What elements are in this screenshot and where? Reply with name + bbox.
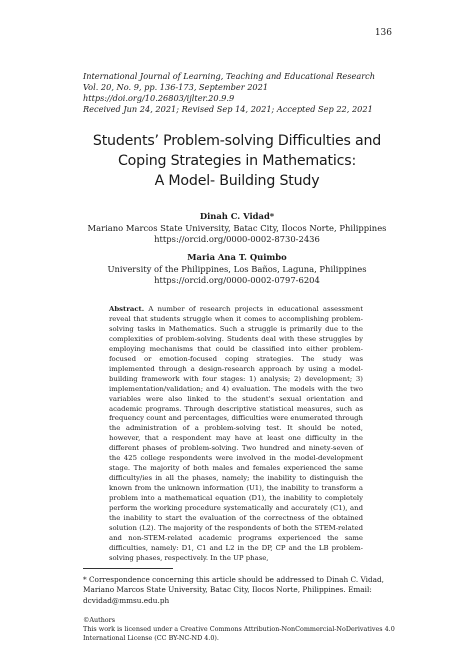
- abstract-text: A number of research projects in educational assessment reveal that students struggle when it comes to accomplishing problem-solving tasks in Mathematics. Such a struggle is primarily due to the complexities of problem-solving. Students deal with these struggles by employing mechanisms that could be classified into either problem-focused or emotion-focused coping strategies. The study was implemented through a design-research approach by using a model-building framework with four stages: 1) analysis; 2) development; 3) implementation/validation; and 4) evaluation. The models with the two variables were also linked to the student's sexual orientation and academic programs. Through descriptive statistical measures, such as frequency count and percentages, difficulties were enumerated through the administration of a problem-solving test. It should be noted, however, that a respondent may have at least one difficulty in the different phases of problem-solving. Two hundred and ninety-seven of the 425 college respondents were involved in the model-development stage. The majority of both males and females experienced the same difficulty/ies in all the phases, namely; the inability to distinguish the known from the unknown information (U1), the inability to transform a problem into a mathematical equation (D1), the inability to completely perform the working procedure systematically and accurately (C1), and the inability to start the evaluation of the correctness of the obtained solution (L2). The majority of the respondents of both the STEM-related and non-STEM-related academic programs experienced the same difficulties, namely: D1, C1 and L2 in the DP, CP and the LB problem-solving phases, respectively. In the UP phase,: [109, 305, 363, 562]
- paper-title: [60, 131, 414, 191]
- correspondence-footnote: * Correspondence concerning this article should be addressed to Dinah C. Vidad, Mariano Marcos State University, Batac City, Ilocos Norte, Philippines. Email: dcvidad@mmsu.edu.ph: [83, 575, 384, 605]
- author-name: Dinah C. Vidad*: [199, 211, 275, 221]
- author-block-2: [70, 252, 404, 287]
- journal-name: International Journal of Learning, Teaching and Educational Research: [83, 71, 375, 81]
- journal-doi-link[interactable]: https://doi.org/10.26803/ijlter.20.9.9: [83, 93, 235, 103]
- author-affiliation: Mariano Marcos State University, Batac City, Ilocos Norte, Philippines: [87, 222, 387, 233]
- abstract-label: Abstract.: [109, 305, 145, 313]
- author-affiliation: University of the Philippines, Los Baños, Laguna, Philippines: [107, 263, 367, 274]
- journal-header: [83, 71, 403, 115]
- title-line-1: Students’ Problem-solving Difficulties and: [92, 133, 382, 149]
- journal-dates: Received Jun 24, 2021; Revised Sep 14, 2021; Accepted Sep 22, 2021: [83, 104, 373, 114]
- author-block-1: [70, 211, 404, 246]
- license-notice: [83, 616, 413, 644]
- page-number: 136: [374, 28, 392, 38]
- author-orcid-link[interactable]: https://orcid.org/0000-0002-0797-6204: [154, 275, 320, 285]
- abstract: [109, 305, 363, 564]
- license-line: International License (CC BY-NC-ND 4.0).: [83, 634, 219, 643]
- footnote-divider: [83, 568, 173, 569]
- author-name: Maria Ana T. Quimbo: [187, 252, 287, 262]
- title-line-2: Coping Strategies in Mathematics:: [117, 153, 357, 169]
- author-orcid-link[interactable]: https://orcid.org/0000-0002-8730-2436: [154, 234, 320, 244]
- copyright-line: ©Authors: [83, 616, 115, 624]
- title-line-3: A Model- Building Study: [154, 173, 320, 189]
- license-line: This work is licensed under a Creative Commons Attribution-NonCommercial-NoDerivatives 4.0: [83, 625, 395, 634]
- journal-volume: Vol. 20, No. 9, pp. 136-173, September 2021: [83, 82, 269, 92]
